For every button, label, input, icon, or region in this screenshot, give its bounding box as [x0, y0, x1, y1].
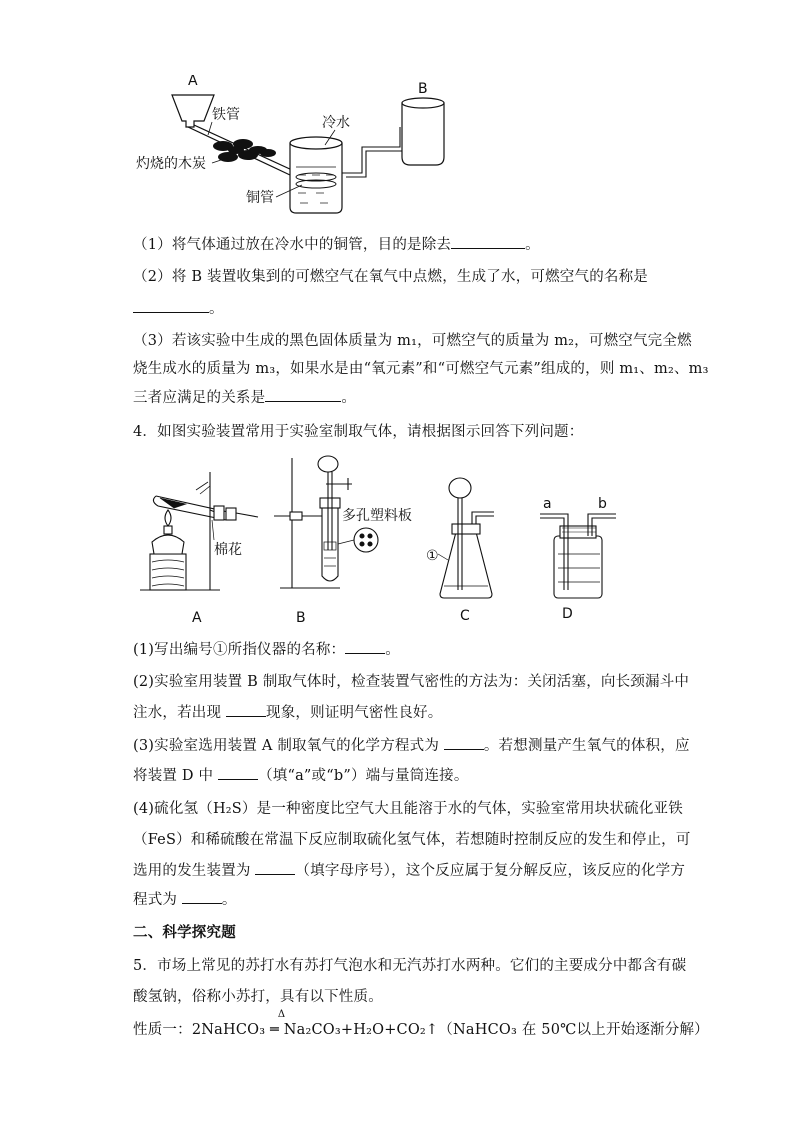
apparatus-c [438, 478, 494, 598]
apparatus-d [540, 514, 616, 598]
q3-part2-blank[interactable] [133, 298, 209, 313]
q3-part3-line3 [133, 386, 356, 407]
q3-part1 [133, 233, 540, 254]
q4-stem: 4．如图实验装置常用于实验室制取气体，请根据图示回答下列问题： [133, 424, 584, 440]
q4-sub2-blank[interactable] [226, 702, 266, 717]
q4-sub4-line3-post: （填字母序号），这个反应属于复分解反应，该反应的化学方 [295, 863, 686, 879]
port-a-label: a [543, 496, 552, 512]
q4-sub4-line4-pre: 程式为 [133, 892, 182, 908]
q5-property1-label: 性质一： [133, 1022, 192, 1038]
q4-sub4-line1: (4)硫化氢（H₂S）是一种密度比空气大且能溶于水的气体，实验室常用块状硫化亚铁 [133, 801, 683, 817]
outlet-pipe [342, 127, 404, 177]
q4-sub3-post: 。若想测量产生氧气的体积，应 [483, 738, 690, 754]
q4-sub1-end: 。 [385, 642, 400, 658]
fig-label-A: A [192, 610, 202, 626]
figure1-label-B: B [418, 81, 428, 97]
q5-equation-wrap [191, 1009, 439, 1038]
q4-sub1-marker: ① [212, 642, 228, 658]
q4-sub3-blank2[interactable] [218, 765, 258, 780]
q4-sub4-line3 [133, 859, 685, 880]
q4-sub3-line2 [133, 764, 469, 785]
q3-part3-line1: （3）若该实验中生成的黑色固体质量为 m₁，可燃空气的质量为 m₂，可燃空气完全燃 [133, 333, 692, 349]
q4-sub4-blank2[interactable] [182, 889, 222, 904]
q4-sub2-line1: (2)实验室用装置 B 制取气体时，检查装置气密性的方法为：关闭活塞，向长颈漏斗中 [133, 674, 690, 690]
marker-1: ① [426, 548, 439, 564]
q4-sub2-post: 现象，则证明气密性良好。 [266, 705, 443, 721]
q5-equation-note: （NaHCO₃ 在 50℃以上开始逐渐分解） [438, 1022, 709, 1038]
q5-line1: 5．市场上常见的苏打水有苏打气泡水和无汽苏打水两种。它们的主要成分中都含有碳 [133, 958, 687, 974]
q4-sub3-line1 [133, 734, 690, 755]
q3-part3-line2: 烧生成水的质量为 m₃，如果水是由“氧元素”和“可燃空气元素”组成的，则 m₁、m₂、m₃ [133, 361, 709, 377]
fig-label-D: D [562, 606, 573, 622]
figure1-label-A: A [188, 75, 198, 89]
q3-part2: （2）将 B 装置收集到的可燃空气在氧气中点燃，生成了水，可燃空气的名称是 [133, 269, 648, 285]
q3-part1-blank[interactable] [451, 234, 525, 249]
q4-sub1-pre: (1)写出编号 [133, 642, 213, 658]
gas-apparatus-figure [130, 450, 630, 630]
q4-sub2-pre: 注水，若出现 [133, 705, 227, 721]
fig-label-C: C [460, 608, 470, 624]
q4-sub3-line2-pre: 将装置 D 中 [133, 768, 219, 784]
container-b [402, 103, 444, 165]
apparatus-a [140, 472, 258, 590]
q3-part3-blank[interactable] [265, 387, 341, 402]
q3-part2-answer [133, 297, 224, 318]
cold-water-label: 冷水 [322, 115, 350, 131]
q4-sub4-line4 [133, 888, 237, 909]
q4-sub3-line2-post: （填“a”或“b”）端与量筒连接。 [258, 768, 469, 784]
port-b-label: b [598, 496, 607, 512]
charcoal-label: 灼烧的木炭 [136, 156, 206, 172]
q3-part1-text: （1）将气体通过放在冷水中的铜管，目的是除去 [133, 237, 452, 253]
q4-sub4-line4-end: 。 [221, 892, 237, 908]
porous-plate-label: 多孔塑料板 [342, 508, 412, 524]
copper-pipe-label: 铜管 [246, 190, 274, 206]
funnel-a [172, 95, 214, 127]
q4-sub4-blank1[interactable] [255, 860, 295, 875]
q4-sub2-line2 [133, 701, 442, 722]
q4-sub1-blank[interactable] [345, 639, 385, 654]
q5-line2: 酸氢钠，俗称小苏打，具有以下性质。 [133, 989, 383, 1005]
q4-sub3-blank1[interactable] [444, 735, 484, 750]
q3-part3-line3-text: 三者应满足的关系是 [133, 390, 266, 406]
q4-sub4-line3-pre: 选用的发生装置为 [133, 863, 256, 879]
q4-sub4-line2: （FeS）和稀硫酸在常温下反应制取硫化氢气体，若想随时控制反应的发生和停止，可 [133, 832, 691, 848]
beaker [290, 143, 342, 213]
q5-property1 [133, 1009, 709, 1039]
q5-equation: 2NaHCO₃ ═ Na₂CO₃+H₂O+CO₂↑ [191, 1022, 439, 1038]
q3-part1-end: 。 [525, 237, 540, 253]
q4-sub1-post: 所指仪器的名称： [227, 642, 346, 658]
fig-label-B: B [296, 610, 306, 626]
q3-part2-end: 。 [209, 301, 224, 317]
iron-pipe-label: 铁管 [212, 107, 240, 123]
section2-heading: 二、科学探究题 [133, 925, 236, 941]
combustion-apparatus-figure [130, 75, 460, 220]
q3-part3-end: 。 [341, 390, 357, 406]
q4-sub1 [133, 638, 400, 659]
heat-symbol: Δ [277, 1009, 286, 1020]
q4-sub3-pre: (3)实验室选用装置 A 制取氧气的化学方程式为 [133, 738, 444, 754]
cotton-label: 棉花 [214, 542, 242, 558]
